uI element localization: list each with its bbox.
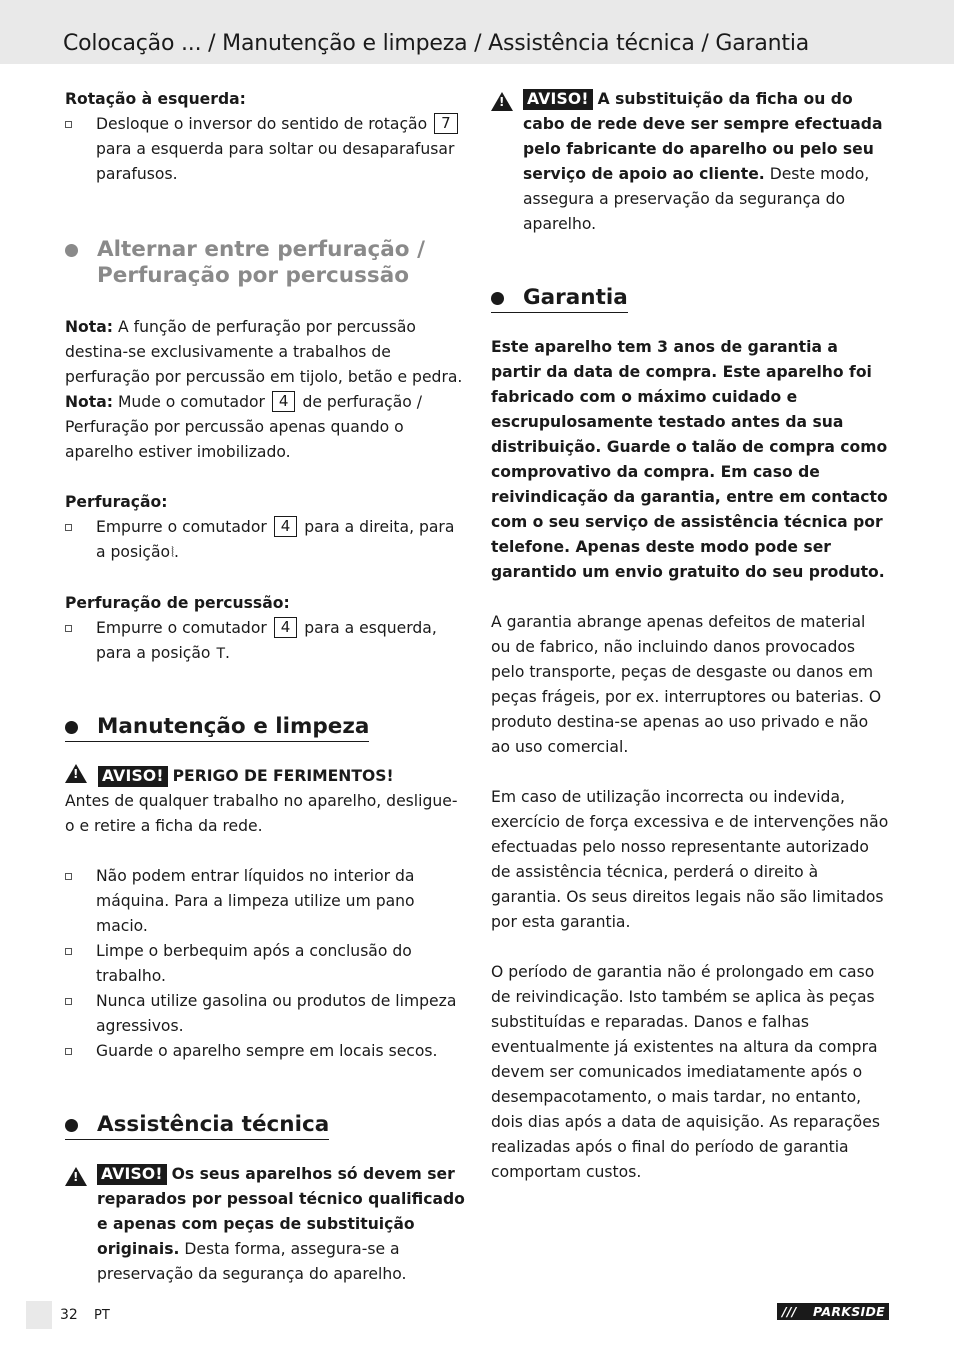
bullet-box-icon (65, 948, 72, 955)
aviso-badge: AVISO! (523, 89, 593, 110)
warning-triangle-icon (491, 92, 513, 111)
aviso-badge: AVISO! (97, 1164, 167, 1185)
nota-2: Nota: Mude o comutador 4 de perfuração / Perfuração por percussão apenas quando o aparelho estiver imobilizado. (65, 392, 423, 461)
left-column (65, 87, 465, 1287)
warning-triangle-icon (65, 1167, 87, 1186)
bullet-dot-icon (65, 244, 78, 257)
bullet-box-icon (65, 873, 72, 880)
ficha-warning: ! AVISO! A substituição da ficha ou do cabo de rede deve ser sempre efectuada pelo fabricante do aparelho ou pelo seu serviço de apoio ao cliente. Deste modo, assegura a preservação da segurança do aparelho. (491, 87, 889, 237)
section-heading-garantia: Garantia (491, 285, 628, 313)
garantia-paragraph-2: Em caso de utilização incorrecta ou indevida, exercício de força excessiva e de intervenções não efectuadas pelo nosso representante autorizado de assistência técnica, perderá o direito à garantia. Os seus direitos legais não são limitados por esta garantia. (491, 788, 889, 931)
rotacao-item: Desloque o inversor do sentido de rotação 7 para a esquerda para soltar ou desaparafusar parafusos. (65, 112, 465, 187)
list-item: Nunca utilize gasolina ou produtos de limpeza agressivos. (65, 989, 465, 1039)
bullet-box-icon (65, 625, 72, 632)
list-item: Limpe o berbequim após a conclusão do trabalho. (65, 939, 465, 989)
right-column (491, 87, 889, 1185)
percussao-title: Perfuração de percussão: (65, 594, 290, 612)
nota-1: Nota: A função de perfuração por percussão destina-se exclusivamente a trabalhos de perfuração por percussão em tijolo, betão e pedra. (65, 318, 463, 386)
hammer-mode-icon: T (216, 646, 225, 662)
page-header (0, 0, 954, 64)
bullet-box-icon (65, 121, 72, 128)
assistencia-warning: ! AVISO! Os seus aparelhos só devem ser reparados por pessoal técnico qualificado e apenas com peças de substituição originais. Desta forma, assegura-se a preservação da segurança do aparelho. (65, 1162, 465, 1287)
percussao-item: Empurre o comutador 4 para a esquerda, para a posição T. (65, 616, 465, 667)
section-heading-manutencao: Manutenção e limpeza (65, 714, 369, 742)
perfuracao-item: Empurre o comutador 4 para a direita, para a posição⦚. (65, 515, 465, 566)
section-heading-assistencia: Assistência técnica (65, 1112, 329, 1140)
section-heading-alternar: Alternar entre perfuração / Perfuração por percussão (65, 237, 465, 289)
manutencao-intro: Antes de qualquer trabalho no aparelho, desligue-o e retire a ficha da rede. (65, 792, 458, 835)
garantia-bold-paragraph: Este aparelho tem 3 anos de garantia a partir da data de compra. Este aparelho foi fabricado com o máximo cuidado e escrupulosamente testado antes da sua distribuição. Guarde o talão de compra como comprovativo da compra. Em caso de reivindicação da garantia, entre em contacto com o seu serviço de assistência técnica por telefone. Apenas deste modo pode ser garantido um envio gratuito do seu produto. (491, 338, 888, 581)
language-code: PT (94, 1308, 110, 1323)
parkside-logo (777, 1303, 889, 1320)
bullet-dot-icon (65, 721, 78, 734)
component-ref: 4 (272, 391, 296, 412)
aviso-badge: AVISO! (98, 766, 168, 787)
rotacao-title: Rotação à esquerda: (65, 90, 246, 108)
drill-mode-icon: ⦚ (171, 545, 175, 561)
garantia-paragraph-3: O período de garantia não é prolongado em caso de reivindicação. Isto também se aplica às peças substituídas e reparadas. Danos e falhas eventualmente já existentes na altura da compra devem ser comunicados imediatamente após o desempacotamento, o mais tardar, no entanto, dois dias após a data de aquisição. As reparações realizadas após o final do período de garantia comportam custos. (491, 963, 880, 1181)
logo-stripes-icon: /// (782, 1304, 797, 1319)
warning-triangle-icon (65, 764, 87, 783)
component-ref: 7 (434, 113, 458, 134)
page-number-tab (26, 1301, 52, 1329)
garantia-paragraph-1: A garantia abrange apenas defeitos de material ou de fabrico, não incluindo danos provocados pelo transporte, peças de desgaste ou danos em peças frágeis, por ex. interruptores ou baterias. O produto destina-se apenas ao uso privado e não ao uso comercial. (491, 613, 882, 756)
page-number: 32 (60, 1307, 78, 1323)
page-title: Colocação ... / Manutenção e limpeza / Assistência técnica / Garantia (63, 31, 810, 56)
bullet-dot-icon (65, 1119, 78, 1132)
bullet-dot-icon (491, 292, 504, 305)
bullet-box-icon (65, 524, 72, 531)
list-item: Guarde o aparelho sempre em locais secos. (65, 1039, 465, 1064)
manutencao-warning: ! AVISO! PERIGO DE FERIMENTOS! (65, 764, 465, 789)
brand-name: PARKSIDE (813, 1304, 885, 1319)
bullet-box-icon (65, 998, 72, 1005)
list-item: Não podem entrar líquidos no interior da máquina. Para a limpeza utilize um pano macio. (65, 864, 465, 939)
component-ref: 4 (274, 617, 298, 638)
component-ref: 4 (274, 516, 298, 537)
perfuracao-title: Perfuração: (65, 493, 168, 511)
bullet-box-icon (65, 1048, 72, 1055)
